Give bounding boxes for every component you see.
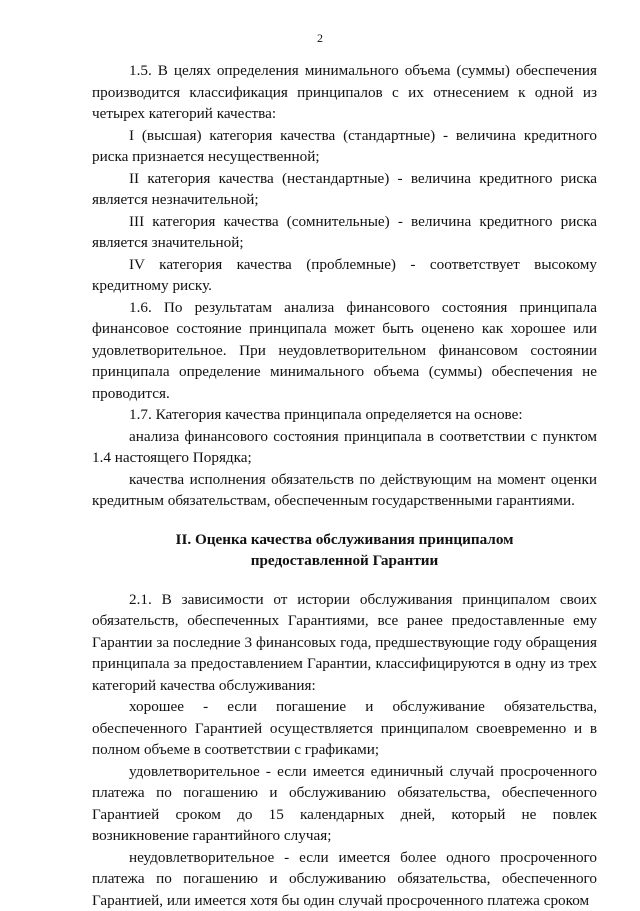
service-quality-unsatisfactory: неудовлетворительное - если имеется более одного просроченного платежа по погашению и обслуживанию обязательства, обеспеченного Гарантией, или имеется хотя бы один случай просроченного платежа сроком	[92, 847, 597, 911]
category-3: III категория качества (сомнительные) - величина кредитного риска является значительной;	[92, 211, 597, 254]
document-body	[92, 60, 597, 911]
category-2: II категория качества (нестандартные) - величина кредитного риска является незначительной;	[92, 168, 597, 211]
category-1: I (высшая) категория качества (стандартные) - величина кредитного риска признается несущественной;	[92, 125, 597, 168]
section-2-heading-line-2: предоставленной Гарантии	[92, 550, 597, 572]
category-4: IV категория качества (проблемные) - соответствует высокому кредитному риску.	[92, 254, 597, 297]
section-2-heading	[92, 529, 597, 572]
paragraph-1-6: 1.6. По результатам анализа финансового состояния принципала финансовое состояние принципала может быть оценено как хорошее или удовлетворительное. При неудовлетворительном финансовом состоянии принципала определение минимального объема (суммы) обеспечения не проводится.	[92, 297, 597, 405]
paragraph-2-1: 2.1. В зависимости от истории обслуживания принципалом своих обязательств, обеспеченных Гарантиями, все ранее предоставленные ему Гарантии за последние 3 финансовых года, предшествующие году обращения принципала за предоставлением Гарантии, классифицируются в одну из трех категорий качества обслуживания:	[92, 589, 597, 697]
service-quality-good: хорошее - если погашение и обслуживание обязательства, обеспеченного Гарантией осуществляется принципалом своевременно и в полном объеме в соответствии с графиками;	[92, 696, 597, 761]
basis-financial-analysis: анализа финансового состояния принципала в соответствии с пунктом 1.4 настоящего Порядка;	[92, 426, 597, 469]
service-quality-satisfactory: удовлетворительное - если имеется единичный случай просроченного платежа по погашению и обслуживанию обязательства, обеспеченного Гарантией сроком до 15 календарных дней, который не повлек возникновение гарантийного случая;	[92, 761, 597, 847]
page-number: 2	[0, 30, 640, 46]
basis-obligation-quality: качества исполнения обязательств по действующим на момент оценки кредитным обязательствам, обеспеченным государственными гарантиями.	[92, 469, 597, 512]
section-2-heading-line-1: II. Оценка качества обслуживания принципалом	[92, 529, 597, 551]
paragraph-1-7: 1.7. Категория качества принципала определяется на основе:	[92, 404, 597, 426]
paragraph-1-5: 1.5. В целях определения минимального объема (суммы) обеспечения производится классификация принципалов с их отнесением к одной из четырех категорий качества:	[92, 60, 597, 125]
